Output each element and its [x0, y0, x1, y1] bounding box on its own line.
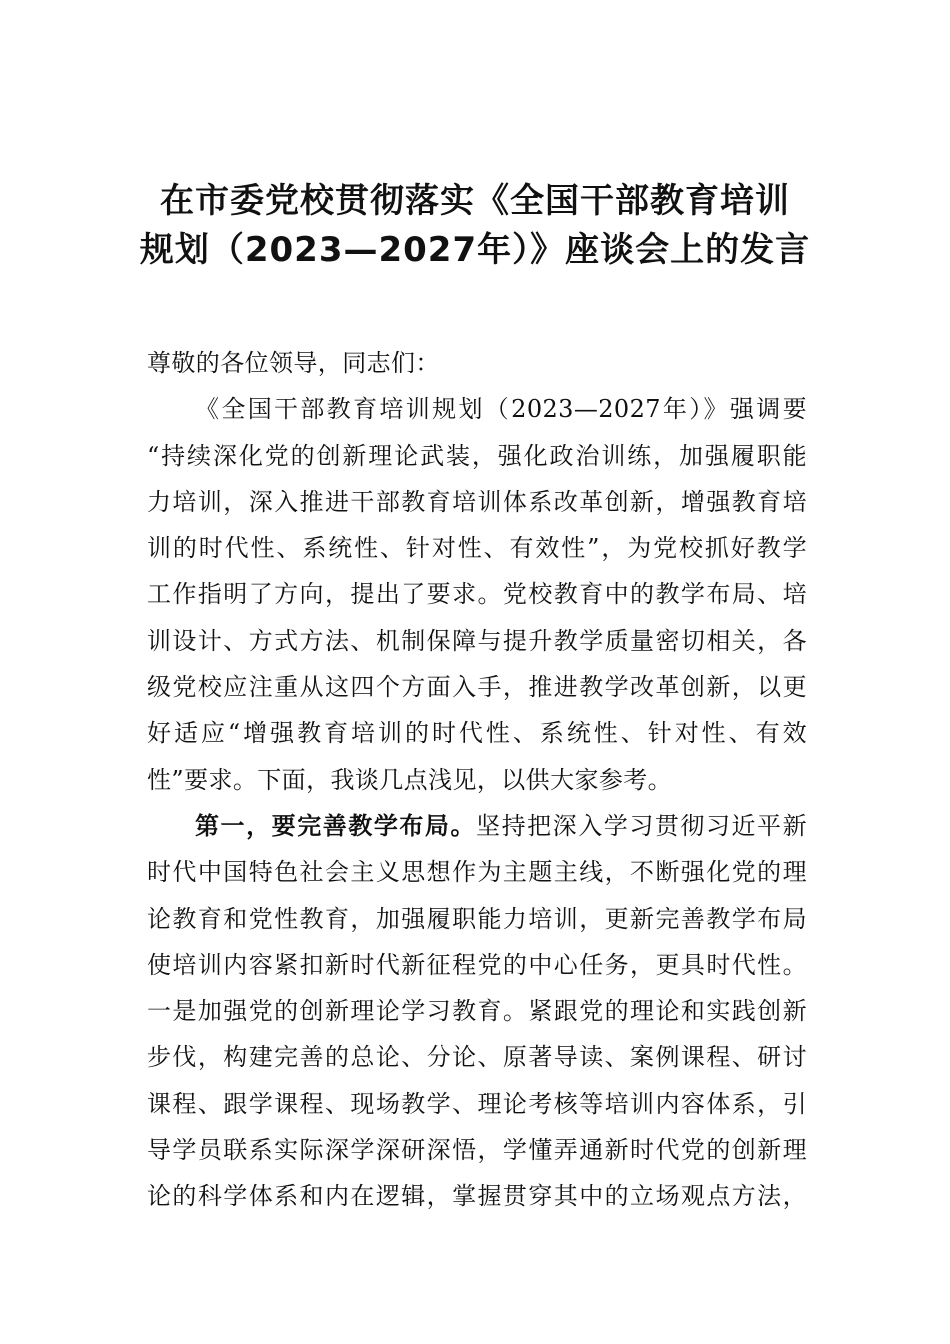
paragraph-1-line: 力培训，深入推进干部教育培训体系改革创新，增强教育培	[147, 487, 807, 516]
paragraph-1-line: 工作指明了方向，提出了要求。党校教育中的教学布局、培	[147, 580, 807, 609]
document-body	[147, 340, 807, 1220]
paragraph-2-line: 时代中国特色社会主义思想作为主题主线，不断强化党的理	[147, 858, 807, 887]
paragraph-1-line: 级党校应注重从这四个方面入手，推进教学改革创新，以更	[147, 673, 807, 702]
paragraph-2-line: 步伐，构建完善的总论、分论、原著导读、案例课程、研讨	[147, 1043, 807, 1072]
paragraph-2-line: 一是加强党的创新理论学习教育。紧跟党的理论和实践创新	[147, 997, 807, 1026]
document-title-line-2: 规划（2023—2027年）》座谈会上的发言	[139, 230, 811, 270]
paragraph-2-line: 论教育和党性教育，加强履职能力培训，更新完善教学布局	[147, 904, 807, 933]
paragraph-2-line: 使培训内容紧扣新时代新征程党的中心任务，更具时代性。	[147, 950, 807, 979]
paragraph-2-heading: 第一，要完善教学布局。	[195, 810, 477, 840]
paragraph-1-line: 性”要求。下面，我谈几点浅见，以供大家参考。	[147, 765, 673, 794]
paragraph-2-line: 论的科学体系和内在逻辑，掌握贯穿其中的立场观点方法，	[147, 1182, 807, 1211]
paragraph-1-line: 《全国干部教育培训规划（2023—2027年）》强调要	[195, 395, 807, 424]
greeting: 尊敬的各位领导，同志们：	[147, 349, 440, 377]
paragraph-1-line: 训设计、方式方法、机制保障与提升教学质量密切相关，各	[147, 626, 807, 655]
paragraph-2-first-line-text: 坚持把深入学习贯彻习近平新	[476, 811, 807, 840]
paragraph-1-line: 训的时代性、系统性、针对性、有效性”，为党校抓好教学	[147, 534, 807, 563]
document-title-line-1: 在市委党校贯彻落实《全国干部教育培训	[160, 181, 790, 221]
paragraph-2-first-line	[147, 803, 807, 849]
paragraph-2-line: 导学员联系实际深学深研深悟，学懂弄通新时代党的创新理	[147, 1136, 807, 1165]
paragraph-1-line: “持续深化党的创新理论武装，强化政治训练，加强履职能	[147, 441, 807, 470]
paragraph-1-line: 好适应“增强教育培训的时代性、系统性、针对性、有效	[147, 719, 807, 748]
paragraph-2-line: 课程、跟学课程、现场教学、理论考核等培训内容体系，引	[147, 1089, 807, 1118]
